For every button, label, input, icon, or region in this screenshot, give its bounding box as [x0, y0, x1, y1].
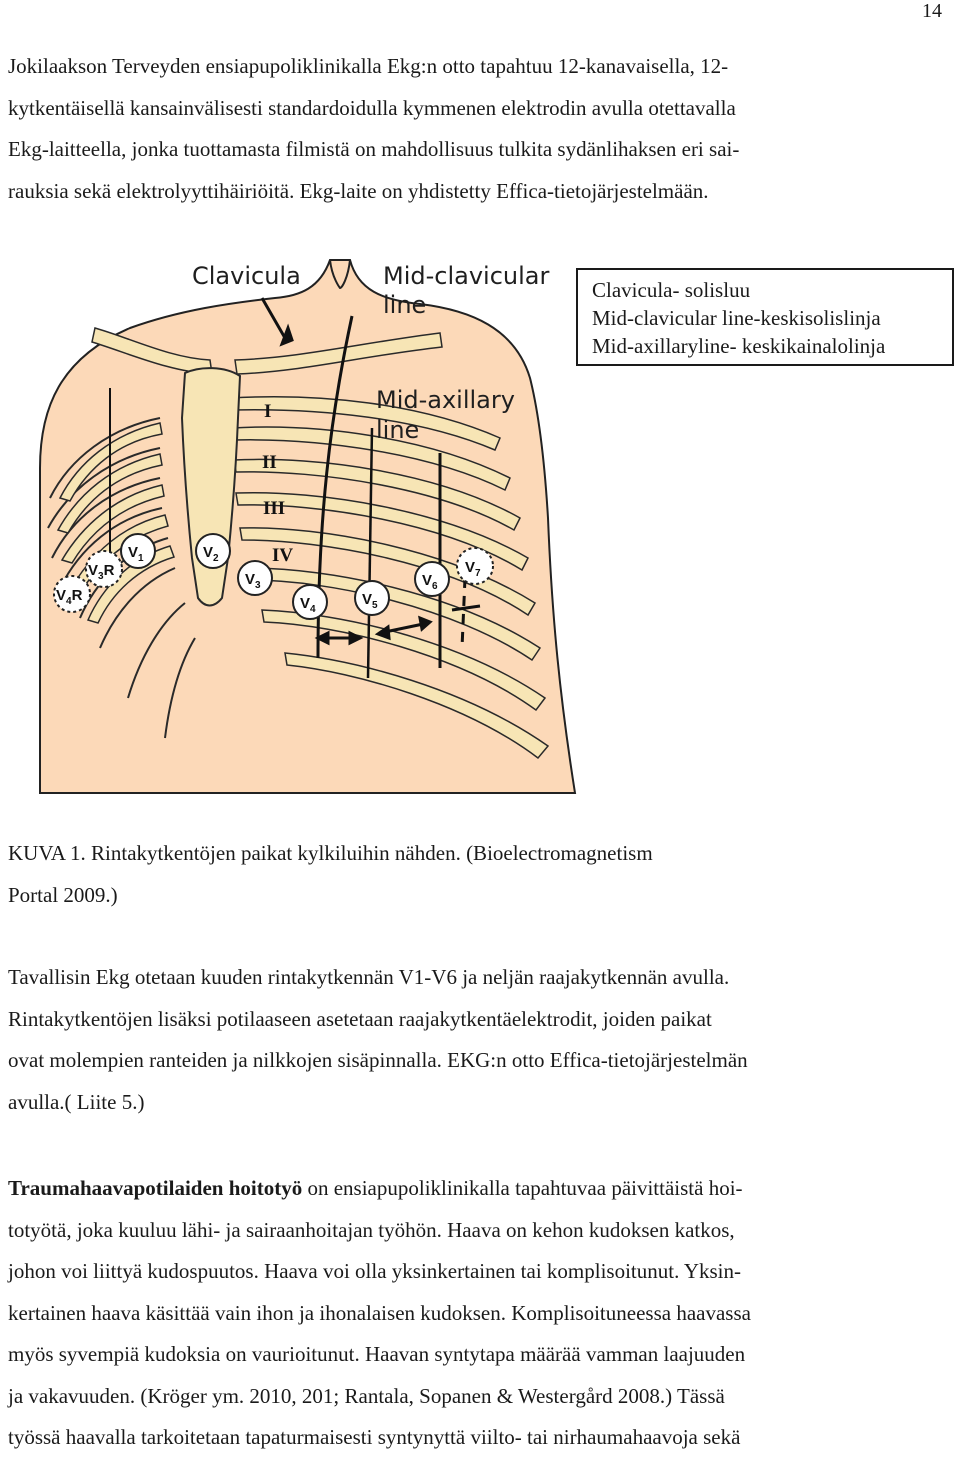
intro-line: Jokilaakson Terveyden ensiapupoliklinikalla Ekg:n otto tapahtuu 12-kanavaisella, 12-	[8, 54, 729, 78]
trauma-line: johon voi liittyä kudospuutos. Haava voi olla yksinkertainen tai komplisoitunut. Yksin-	[8, 1259, 741, 1283]
clavicula-label: Clavicula	[192, 262, 301, 290]
elec-v4r-sub: 4	[66, 596, 72, 607]
elec-v3-sub: 3	[255, 580, 261, 591]
mid-axillary-label-line2: line	[376, 416, 420, 444]
elec-v3r-main: V	[88, 562, 99, 579]
elec-v1-main: V	[128, 544, 139, 561]
electrode-v3r	[86, 551, 122, 587]
intro-paragraph	[8, 46, 898, 212]
elec-v1-sub: 1	[138, 553, 144, 564]
electrode-v4	[293, 585, 327, 619]
trauma-line: työssä haavalla tarkoitetaan tapaturmaisesti syntynyttä viilto- tai nirhaumahaavoja sekä	[8, 1425, 741, 1449]
elec-v3r-suffix: R	[103, 562, 115, 579]
trauma-bold-lead: Traumahaavapotilaiden hoitotyö	[8, 1176, 303, 1200]
electrode-v7	[457, 548, 493, 584]
elec-v7-main: V	[465, 559, 476, 576]
caption-line: Portal 2009.)	[8, 883, 118, 907]
elec-v5-main: V	[362, 591, 373, 608]
intercostal-label-i: I	[264, 401, 272, 422]
legend-line: Mid-clavicular line-keskisolislinja	[592, 306, 881, 330]
intercostal-label-iii: III	[263, 498, 286, 519]
legend-line: Mid-axillaryline- keskikainalolinja	[592, 334, 886, 358]
intro-line: rauksia sekä elektrolyyttihäiriöitä. Ekg-laite on yhdistetty Effica-tietojärjestelmään.	[8, 178, 709, 203]
elec-v6-sub: 6	[432, 581, 438, 592]
elec-v2-sub: 2	[213, 553, 219, 564]
ecg-line: Tavallisin Ekg otetaan kuuden rintakytkennän V1-V6 ja neljän raajakytkennän avulla.	[8, 965, 730, 989]
elec-v2-main: V	[203, 544, 214, 561]
ecg-line: avulla.( Liite 5.)	[8, 1089, 145, 1114]
elec-v4r-suffix: R	[71, 587, 83, 604]
elec-v4r-main: V	[56, 587, 67, 604]
electrode-v4r	[54, 576, 90, 612]
mid-clavicular-label-line1: Mid-clavicular	[383, 262, 550, 290]
page-number: 14	[922, 0, 942, 22]
elec-v4-sub: 4	[310, 604, 316, 615]
intro-line: Ekg-laitteella, jonka tuottamasta filmistä on mahdollisuus tulkita sydänlihaksen eri sai-	[8, 137, 740, 161]
trauma-first-line-rest: on ensiapupoliklinikalla tapahtuvaa päivittäistä hoi-	[302, 1176, 743, 1200]
elec-v3r-sub: 3	[98, 571, 104, 582]
ecg-line: ovat molempien ranteiden ja nilkkojen sisäpinnalla. EKG:n otto Effica-tietojärjestelmän	[8, 1048, 748, 1072]
elec-v6-main: V	[422, 572, 433, 589]
intercostal-label-iv: IV	[272, 545, 294, 566]
trauma-first-line	[8, 1168, 898, 1210]
ecg-paragraph	[8, 957, 898, 1123]
elec-v7-sub: 7	[475, 568, 481, 579]
trauma-line: myös syvempiä kudoksia on vaurioitunut. Haavan syntytapa määrää vamman laajuuden	[8, 1342, 746, 1366]
trauma-line: ja vakavuuden. (Kröger ym. 2010, 201; Rantala, Sopanen & Westergård 2008.) Tässä	[8, 1383, 725, 1408]
figure-legend-box	[576, 268, 954, 366]
electrode-v2	[196, 534, 230, 568]
electrode-v3	[238, 561, 272, 595]
elec-v4-main: V	[300, 595, 311, 612]
mid-axillary-label-line1: Mid-axillary	[376, 386, 515, 414]
electrode-v5	[355, 581, 389, 615]
intro-line: kytkentäisellä kansainvälisesti standardoidulla kymmenen elektrodin avulla otettavalla	[8, 95, 736, 120]
elec-v5-sub: 5	[372, 600, 378, 611]
legend-line: Clavicula- solisluu	[592, 278, 751, 302]
mid-clavicular-label-line2: line	[383, 291, 427, 319]
electrode-v6	[415, 562, 449, 596]
elec-v3-main: V	[245, 571, 256, 588]
ecg-line: Rintakytkentöjen lisäksi potilaaseen asetetaan raajakytkentäelektrodit, joiden paikat	[8, 1006, 712, 1031]
intercostal-label-ii: II	[262, 452, 277, 473]
caption-line: KUVA 1. Rintakytkentöjen paikat kylkiluihin nähden. (Bioelectromagnetism	[8, 841, 653, 865]
figure-caption	[8, 832, 653, 916]
electrode-v1	[121, 534, 155, 568]
trauma-paragraph	[8, 1168, 898, 1459]
trauma-line: totyötä, joka kuuluu lähi- ja sairaanhoitajan työhön. Haava on kehon kudoksen katkos,	[8, 1217, 735, 1242]
trauma-line: kertainen haava käsittää vain ihon ja ihonalaisen kudoksen. Komplisoituneessa haavassa	[8, 1300, 751, 1325]
